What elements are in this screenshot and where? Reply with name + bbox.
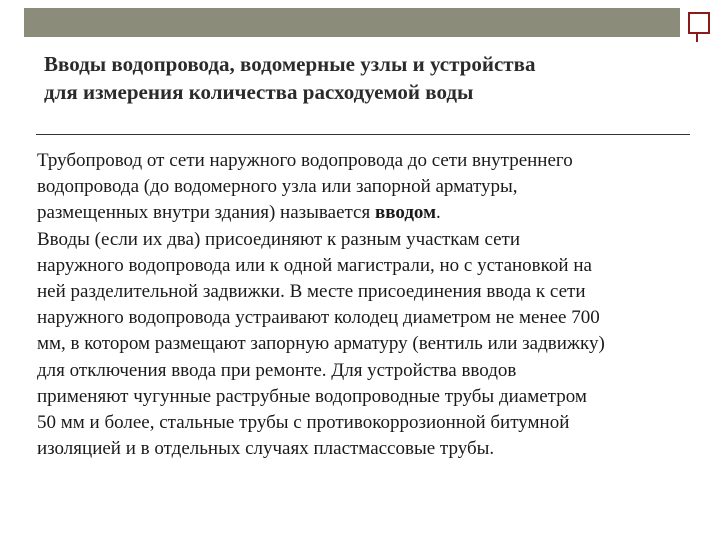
- body-line-12: изоляцией и в отдельных случаях пластмассовые трубы.: [37, 438, 495, 460]
- body-line-9: для отключения ввода при ремонте. Для устройства вводов: [37, 359, 517, 381]
- body-line-2: водопровода (до водомерного узла или запорной арматуры,: [37, 176, 518, 198]
- body-line-4: Вводы (если их два) присоединяют к разным участкам сети: [37, 228, 521, 250]
- slide-body-text: [37, 148, 707, 462]
- corner-square-tail-decoration: [696, 34, 698, 42]
- term-vvod: вводом: [374, 202, 437, 224]
- title-divider: [36, 134, 690, 135]
- body-line-8: мм, в котором размещают запорную арматуру (вентиль или задвижку): [37, 333, 605, 355]
- body-line-7: наружного водопровода устраивают колодец диаметром не менее 700: [37, 307, 600, 329]
- body-line-6: ней разделительной задвижки. В месте присоединения ввода к сети: [37, 281, 586, 303]
- body-line-3: [37, 200, 707, 226]
- slide-title: [44, 50, 684, 106]
- body-line-3-prefix: размещенных внутри здания) называется: [37, 202, 375, 224]
- body-line-3-suffix: .: [436, 202, 441, 224]
- body-line-5: наружного водопровода или к одной магистрали, но с установкой на: [37, 254, 592, 276]
- slide-title-line-1: Вводы водопровода, водомерные узлы и устройства: [44, 52, 536, 76]
- body-line-11: 50 мм и более, стальные трубы с противокоррозионной битумной: [37, 412, 570, 434]
- body-line-10: применяют чугунные раструбные водопроводные трубы диаметром: [37, 385, 587, 407]
- body-line-1: Трубопровод от сети наружного водопровода до сети внутреннего: [37, 150, 573, 171]
- slide-title-line-2: для измерения количества расходуемой воды: [44, 80, 474, 104]
- header-band: [24, 8, 680, 37]
- corner-square-decoration: [688, 12, 710, 34]
